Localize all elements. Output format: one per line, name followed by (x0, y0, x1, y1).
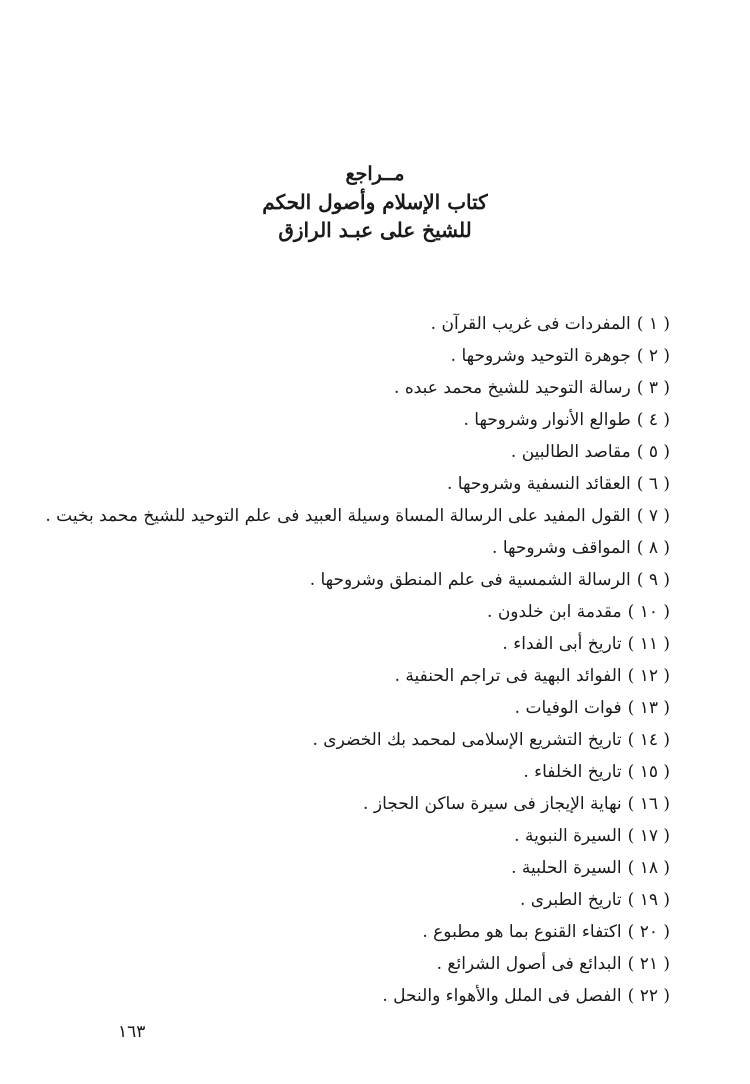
reference-item (45, 500, 670, 532)
reference-text: مقاصد الطالبين . (510, 442, 631, 462)
reference-item (70, 532, 670, 564)
reference-number: ( ١٦ ) (627, 794, 670, 814)
heading-title: مــراجع (345, 163, 405, 185)
reference-text: البدائع فى أصول الشرائع . (436, 954, 622, 974)
reference-number: ( ٩ ) (636, 570, 670, 590)
reference-text: المفردات فى غريب القرآن . (430, 314, 631, 334)
reference-item (70, 340, 670, 372)
reference-item (70, 564, 670, 596)
reference-text: السيرة النبوية . (514, 826, 622, 846)
reference-text: اكتفاء القنوع بما هو مطبوع . (422, 922, 622, 942)
reference-number: ( ١٨ ) (627, 858, 670, 878)
reference-text: الرسالة الشمسية فى علم المنطق وشروحها . (309, 570, 631, 590)
reference-item (70, 436, 670, 468)
heading-author: للشيخ على عبـد الرازق (278, 218, 472, 242)
reference-item (70, 660, 670, 692)
reference-item (70, 692, 670, 724)
reference-number: ( ١٣ ) (627, 698, 670, 718)
reference-item (70, 948, 670, 980)
reference-item (70, 980, 670, 1012)
reference-number: ( ٥ ) (636, 442, 670, 462)
reference-number: ( ٢١ ) (627, 954, 670, 974)
reference-text: القول المفيد على الرسالة المساة وسيلة العبيد فى علم التوحيد للشيخ محمد بخيت . (45, 506, 631, 526)
reference-number: ( ١٠ ) (627, 602, 670, 622)
reference-text: العقائد النسفية وشروحها . (447, 474, 631, 494)
reference-number: ( ٨ ) (636, 538, 670, 558)
reference-text: رسالة التوحيد للشيخ محمد عبده . (394, 378, 631, 398)
reference-text: جوهرة التوحيد وشروحها . (450, 346, 631, 366)
reference-item (70, 372, 670, 404)
reference-number: ( ١٥ ) (627, 762, 670, 782)
reference-number: ( ٢٢ ) (627, 986, 670, 1006)
reference-item (70, 788, 670, 820)
reference-item (70, 468, 670, 500)
reference-item (70, 308, 670, 340)
heading-book-title: كتاب الإسلام وأصول الحكم (262, 190, 488, 214)
reference-number: ( ٣ ) (636, 378, 670, 398)
reference-item (70, 628, 670, 660)
reference-number: ( ٦ ) (636, 474, 670, 494)
reference-number: ( ٤ ) (636, 410, 670, 430)
reference-item (70, 820, 670, 852)
reference-text: مقدمة ابن خلدون . (487, 602, 622, 622)
reference-number: ( ٢ ) (636, 346, 670, 366)
reference-item (70, 404, 670, 436)
reference-number: ( ١٧ ) (627, 826, 670, 846)
reference-number: ( ٧ ) (636, 506, 670, 526)
reference-text: فوات الوفيات . (514, 698, 622, 718)
reference-number: ( ١ ) (636, 314, 670, 334)
reference-text: تاريخ التشريع الإسلامى لمحمد بك الخضرى . (312, 730, 622, 750)
reference-number: ( ١٢ ) (627, 666, 670, 686)
reference-number: ( ١٤ ) (627, 730, 670, 750)
reference-number: ( ١٩ ) (627, 890, 670, 910)
reference-text: الفصل فى الملل والأهواء والنحل . (382, 986, 622, 1006)
reference-item (70, 916, 670, 948)
reference-text: نهاية الإيجاز فى سيرة ساكن الحجاز . (363, 794, 622, 814)
reference-text: تاريخ الخلفاء . (523, 762, 622, 782)
reference-number: ( ٢٠ ) (627, 922, 670, 942)
reference-text: المواقف وشروحها . (492, 538, 631, 558)
reference-text: الفوائد البهية فى تراجم الحنفية . (394, 666, 622, 686)
page-number: ١٦٣ (118, 1022, 146, 1042)
reference-item (70, 756, 670, 788)
reference-item (70, 596, 670, 628)
reference-number: ( ١١ ) (627, 634, 670, 654)
reference-text: تاريخ أبى الفداء . (502, 634, 622, 654)
reference-item (70, 724, 670, 756)
page-heading (0, 160, 750, 244)
reference-text: تاريخ الطبرى . (519, 890, 622, 910)
reference-item (70, 852, 670, 884)
reference-item (70, 884, 670, 916)
reference-text: طوالع الأنوار وشروحها . (463, 410, 631, 430)
reference-text: السيرة الحلبية . (511, 858, 622, 878)
reference-list (45, 308, 670, 1012)
